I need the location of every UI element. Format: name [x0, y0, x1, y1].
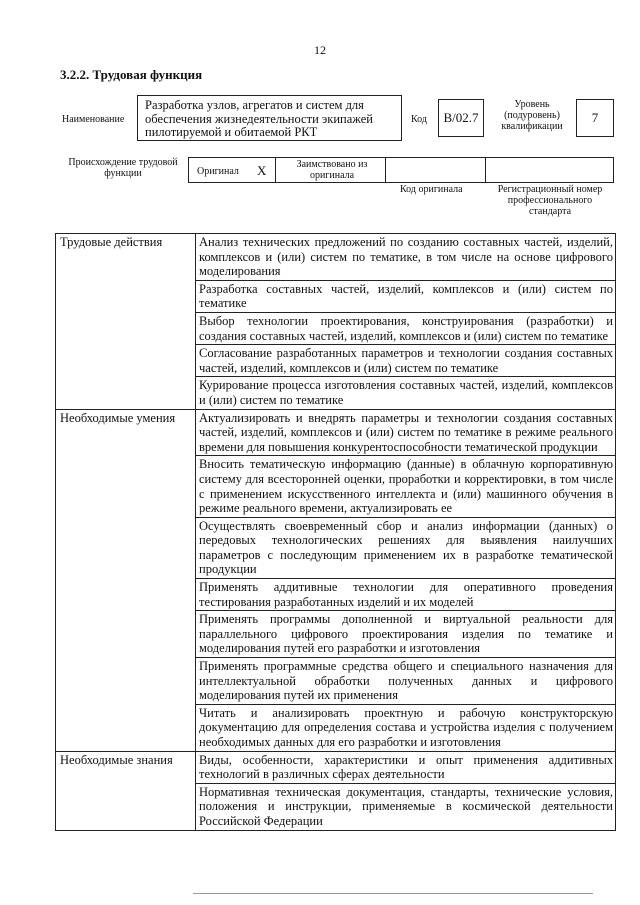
level-box — [576, 99, 614, 137]
borrowed-label: Заимствовано из оригинала — [296, 159, 368, 181]
reg-number-label: Регистрационный номер профессионального стандарта — [497, 184, 603, 217]
bottom-divider — [193, 893, 593, 894]
origin-divider-1 — [275, 158, 276, 182]
table-cell: Применять программные средства общего и специального назначения для интеллектуальной обработки полученных данных и цифрового моделирования путей их применения — [196, 658, 616, 705]
table-cell: Осуществлять своевременный сбор и анализ информации (данных) о передовых технологических решениях для выявления наилучших параметров с последующим применением их в разработке тематической продукции — [196, 517, 616, 578]
table-cell: Согласование разработанных параметров и технологии создания составных частей, изделий, комплексов и (или) систем по тематике — [196, 345, 616, 377]
level-value: 7 — [591, 110, 599, 125]
page-number: 12 — [314, 43, 326, 57]
table-cell: Разработка составных частей, изделий, комплексов и (или) систем по тематике — [196, 280, 616, 312]
origin-divider-2 — [385, 158, 386, 182]
code-original-label: Код оригинала — [400, 184, 463, 195]
table-cell: Виды, особенности, характеристики и опыт применения аддитивных технологий в различных сферах деятельности — [196, 751, 616, 783]
origin-label: Происхождение трудовой функции — [68, 157, 178, 179]
table-cell: Выбор технологии проектирования, конструирования (разработки) и создания составных частей, изделий, комплексов и (или) систем по тематике — [196, 312, 616, 344]
level-label: Уровень (подуровень) квалификации — [501, 99, 563, 132]
section-label-skills: Необходимые умения — [56, 409, 196, 751]
table-cell: Курирование процесса изготовления составных частей, изделий, комплексов и (или) систем по тематике — [196, 377, 616, 409]
code-box — [438, 99, 484, 137]
code-label: Код — [411, 114, 427, 125]
section-label-knowledge: Необходимые знания — [56, 751, 196, 830]
original-mark: X — [257, 163, 267, 178]
section-label-actions: Трудовые действия — [56, 234, 196, 410]
table-cell: Нормативная техническая документация, стандарты, технические условия, положения и инструкции, применяемые в космической деятельности Российской Федерации — [196, 783, 616, 830]
origin-divider-3 — [485, 158, 486, 182]
table-row — [56, 751, 616, 783]
table-cell: Вносить тематическую информацию (данные) в облачную корпоративную систему для всесторонней оценки, проработки и корректировки, в том числе с применением искусственного интеллекта и (или) машинного обучения в режиме реального времени, актуализировать ее — [196, 456, 616, 517]
function-table — [55, 233, 616, 831]
original-label: Оригинал — [197, 166, 239, 177]
table-row — [56, 234, 616, 281]
table-cell: Читать и анализировать проектную и рабочую конструкторскую документацию для определения состава и устройства изделия с получением необходимых данных для его разработки и изготовления — [196, 704, 616, 751]
table-cell: Применять аддитивные технологии для оперативного проведения тестирования разработанных изделий и их моделей — [196, 579, 616, 611]
code-value: B/02.7 — [443, 110, 479, 125]
name-box — [137, 95, 402, 141]
name-label: Наименование — [62, 114, 125, 125]
section-title: 3.2.2. Трудовая функция — [60, 67, 203, 82]
table-row — [56, 409, 616, 456]
origin-box — [188, 157, 614, 183]
table-cell: Анализ технических предложений по созданию составных частей, изделий, комплексов и (или) систем по тематике, в том числе на основе цифрового моделирования — [196, 234, 616, 281]
name-value: Разработка узлов, агрегатов и систем для обеспечения жизнедеятельности экипажей пилотируемой и обитаемой РКТ — [145, 98, 373, 139]
table-cell: Актуализировать и внедрять параметры и технологии создания составных частей, изделий, комплексов и (или) систем по тематике в режиме реального времени для повышения конкурентоспособности тематической продукции — [196, 409, 616, 456]
table-cell: Применять программы дополненной и виртуальной реальности для параллельного цифрового проектирования изделия по тематике и моделирования путей его разработки и изготовления — [196, 611, 616, 658]
